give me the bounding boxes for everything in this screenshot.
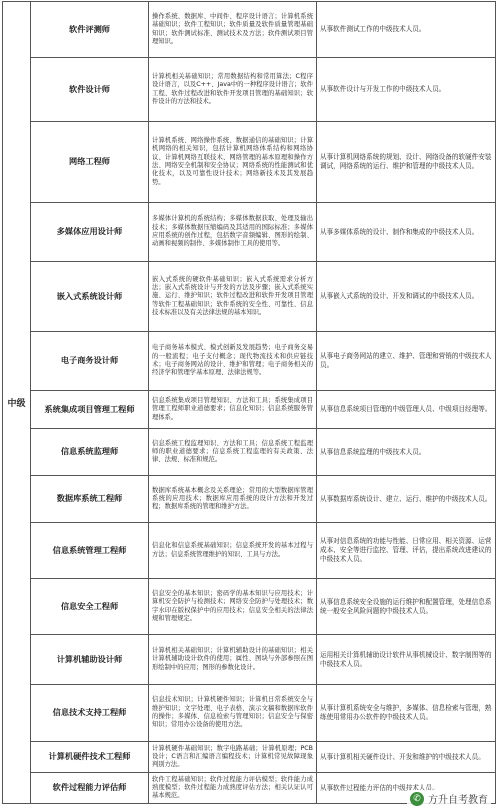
knowledge-cell: 多媒体计算机的系统结构；多媒体数据获取、处理及输出技术；多媒体数据压缩编码及其适用的国际标准；多媒体应用系统的创作过程，包括数字音频编辑、图形的绘制、动画和视频的制作、多媒体制作工具的使用等。: [149, 203, 317, 262]
responsibility-cell: 从事软件设计与开发工作的中级技术人员。: [317, 58, 496, 122]
qualification-name: 软件设计师: [31, 58, 149, 122]
qualification-name: 计算机辅助设计师: [31, 635, 149, 685]
table-row: [3, 685, 496, 742]
table-row: [3, 122, 496, 203]
knowledge-cell: 数据库系统基本概念及关系理论；常用的大型数据库管理系统的应用技术；数据库应用系统的设计方法和开发过程；数据库系统的管理和维护方法。: [149, 476, 317, 523]
responsibility-cell: 从事计算机相关硬件设计、开发和维护的中级技术人员。: [317, 742, 496, 773]
qualification-name: 电子商务设计师: [31, 332, 149, 391]
responsibility-cell: 从事信息系统监理的中级技术人员。: [317, 429, 496, 476]
knowledge-cell: 信息系统工程监理知识、方法和工具；信息系统工程监理师的职业道德要求；信息系统工程监理的有关政策、法律、法规、标准和规范。: [149, 429, 317, 476]
qualification-name: 信息安全工程师: [31, 579, 149, 635]
knowledge-cell: 软件工程基础知识；软件过程能力评估模型；软件能力成熟度模型；软件过程能力成熟度评估方法；相关认证认可基本规范。: [149, 773, 317, 804]
qualification-name: 嵌入式系统设计师: [31, 262, 149, 332]
table-row: [3, 523, 496, 579]
watermark: [407, 790, 491, 807]
qualification-name: 多媒体应用设计师: [31, 203, 149, 262]
qualification-name: 软件评测师: [31, 2, 149, 58]
responsibility-cell: 从事信息系统安全设施的运行维护和配置管理，处理信息系统一般安全风险问题的中级技术人员。: [317, 579, 496, 635]
knowledge-cell: 信息化和信息系统基础知识；信息系统开发的基本过程与方法；信息系统管理维护的知识、工具与方法。: [149, 523, 317, 579]
responsibility-cell: 从事软件测试工作的中级技术人员。: [317, 2, 496, 58]
responsibility-cell: 从事多媒体系统的设计、制作和集成的中级技术人员。: [317, 203, 496, 262]
responsibility-cell: 从事计算机系统安全与维护，多媒体、信息检索与管理，熟练使用常用办公软件的中级技术人员。: [317, 685, 496, 742]
knowledge-cell: 计算机硬件基础知识；数字电路基础；计算机原理；PCB设计；C语言和汇编语言编程技术；计算机常见故障现象判别方法。: [149, 742, 317, 773]
table-row: [3, 391, 496, 429]
knowledge-cell: 电子商务基本模式、模式创新及发展趋势；电子商务交易的一般流程；电子支付概念；现代物流技术和供应链技术；电子商务网站的设计、维护和管理；电子商务相关的经济学和管理学基本原理、法律法规等。: [149, 332, 317, 391]
responsibility-cell: 从事电子商务网站的建立、维护、管理和营销的中级技术人员。: [317, 332, 496, 391]
knowledge-cell: 计算机相关基础知识；计算机辅助设计的基础知识；相关计算机辅助设计软件的使用；属性、图块与外部参照在图形绘制中的应用；图形的参数化设计。: [149, 635, 317, 685]
responsibility-cell: 从事计算机网络系统的规划、设计、网络设备的软硬件安装调试，网络系统的运行、维护和管理的中级技术人员。: [317, 122, 496, 203]
exam-qualification-table: [2, 1, 496, 804]
qualification-name: 信息技术支持工程师: [31, 685, 149, 742]
wechat-icon: ✆: [410, 792, 424, 806]
responsibility-cell: 从事对信息系统的功能与性能、日常应用、相关资源、运营成本、安全等进行监控、管理、评估，提出系统改进建议的中级技术人员。: [317, 523, 496, 579]
responsibility-cell: 从事数据库系统设计、建立、运行、维护的中级技术人员。: [317, 476, 496, 523]
level-cell: 中级: [3, 2, 31, 804]
knowledge-cell: 信息安全的基本知识；密码学的基本知识与应用技术；计算机安全防护与检测技术；网络安全防护与处理技术；数字水印在版权保护中的应用技术；信息安全相关的法律法规和管理规定。: [149, 579, 317, 635]
qualification-name: 计算机硬件技术工程师: [31, 742, 149, 773]
table-row: [3, 635, 496, 685]
watermark-text: 方升自考教育: [428, 791, 488, 806]
knowledge-cell: 嵌入式系统的硬软件基础知识；嵌入式系统需求分析方法；嵌入式系统设计与开发的方法及步骤；嵌入式系统实施、运行、维护知识；软件过程改进和软件开发项目管理等软件工程基础知识；软件系统的安全性、可靠性、信息技术标准以及有关法律法规的基本知识。: [149, 262, 317, 332]
knowledge-cell: 计算机系统、网络操作系统、数据通信的基础知识；计算机网络的相关知识，包括计算机网络体系结构和网络协议、计算机网络互联技术、网络管理的基本原理和操作方法、网络安全机制和安全协议；网络系统的性能测试和优化技术，以及可靠性设计技术；网络新技术及其发展趋势。: [149, 122, 317, 203]
knowledge-cell: 信息系统集成项目管理知识、方法和工具；系统集成项目管理工程师职业道德要求；信息化知识；信息系统服务管理体系。: [149, 391, 317, 429]
table-row: [3, 429, 496, 476]
knowledge-cell: 信息技术知识；计算机硬件知识；计算机日常系统安全与维护知识；文字处理、电子表格、演示文稿和数据库软件的操作；多媒体、信息检索与管理知识；信息安全与保密知识；常用办公设备的使用方法。: [149, 685, 317, 742]
responsibility-cell: 从事软件过程能力评估的中级技术人员。: [317, 773, 496, 804]
responsibility-cell: 从事信息系统项目管理的中级管理人员、中级项目经理等。: [317, 391, 496, 429]
responsibility-cell: 从事嵌入式系统的设计、开发和调试的中级技术人员。: [317, 262, 496, 332]
table-row: [3, 203, 496, 262]
table-row: [3, 332, 496, 391]
qualification-name: 信息系统管理工程师: [31, 523, 149, 579]
table-row: [3, 262, 496, 332]
knowledge-cell: 计算机相关基础知识；常用数据结构和常用算法；C程序设计语言，以及C++、Java中的一种程序设计语言；软件工程、软件过程改进和软件开发项目管理的基础知识；软件设计的方法和技术。: [149, 58, 317, 122]
knowledge-cell: 操作系统、数据库、中间件、程序设计语言；计算机系统基础知识；软件工程知识；软件质量及软件质量管理基础知识；软件测试标准、测试技术及方法；软件测试项目管理知识。: [149, 2, 317, 58]
qualification-name: 系统集成项目管理工程师: [31, 391, 149, 429]
table-row: [3, 742, 496, 773]
qualification-name: 网络工程师: [31, 122, 149, 203]
table-row: [3, 579, 496, 635]
table-row: [3, 476, 496, 523]
qualification-name: 数据库系统工程师: [31, 476, 149, 523]
qualification-name: 信息系统监理师: [31, 429, 149, 476]
table-row: [3, 58, 496, 122]
responsibility-cell: 运用相关计算机辅助设计软件从事机械设计、数字制图等的中级技术人员。: [317, 635, 496, 685]
qualification-name: 软件过程能力评估师: [31, 773, 149, 804]
table-row: [3, 2, 496, 58]
